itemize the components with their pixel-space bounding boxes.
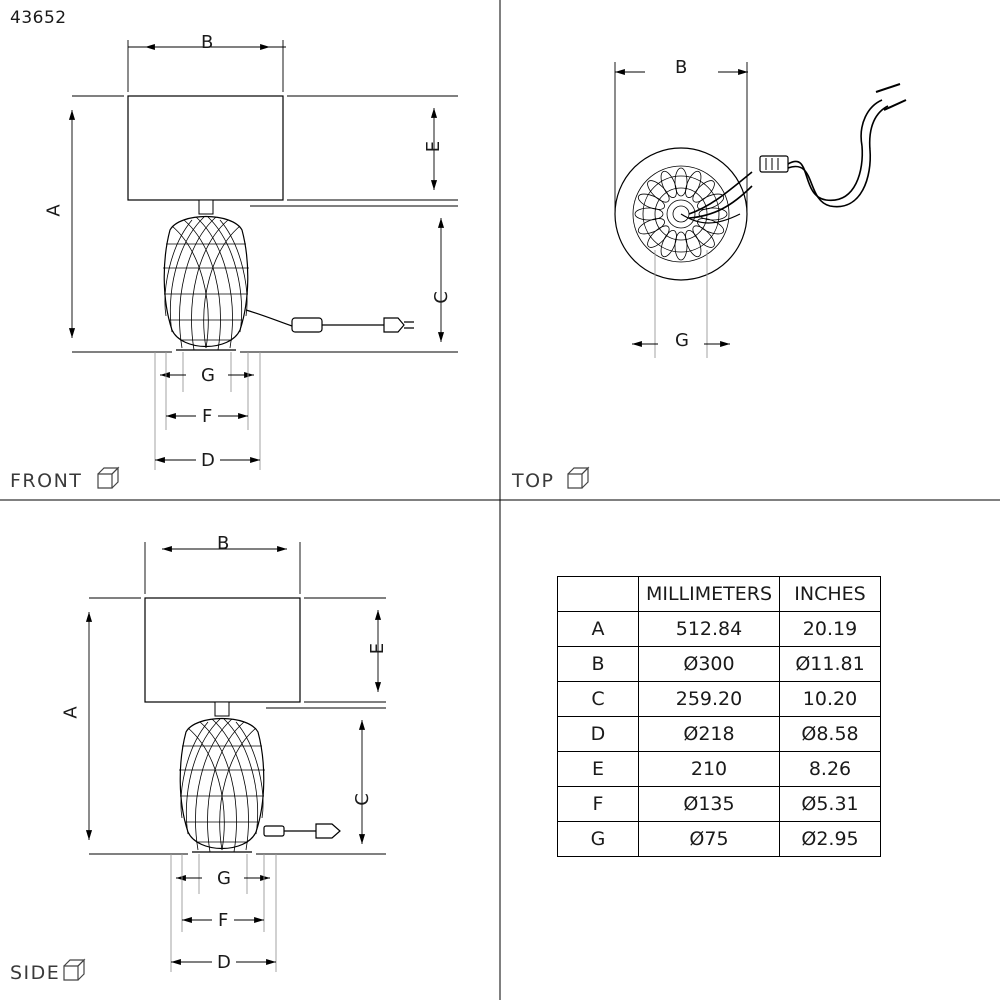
table-cell-key: F bbox=[558, 787, 639, 822]
top-view-geometry bbox=[615, 84, 906, 280]
table-cell-in: 10.20 bbox=[780, 682, 881, 717]
dim-label-front-a: A bbox=[43, 204, 65, 217]
dim-label-side-a: A bbox=[60, 706, 82, 719]
view-cube-icons bbox=[64, 468, 588, 980]
dim-label-front-e: E bbox=[423, 140, 445, 153]
table-cell-mm: Ø75 bbox=[639, 822, 780, 857]
dim-label-top-g: G bbox=[675, 330, 689, 351]
dim-label-side-b: B bbox=[217, 533, 230, 554]
table-cell-mm: Ø218 bbox=[639, 717, 780, 752]
table-cell-mm: Ø135 bbox=[639, 787, 780, 822]
table-cell-key: G bbox=[558, 822, 639, 857]
dim-label-side-g: G bbox=[217, 868, 231, 889]
article-code: 43652 bbox=[10, 8, 67, 28]
table-cell-in: 8.26 bbox=[780, 752, 881, 787]
table-cell-in: Ø2.95 bbox=[780, 822, 881, 857]
dim-label-side-e: E bbox=[367, 642, 389, 655]
dim-label-front-c: C bbox=[430, 291, 452, 304]
dim-label-top-b: B bbox=[675, 57, 688, 78]
table-row bbox=[558, 787, 881, 822]
table-cell-key: C bbox=[558, 682, 639, 717]
table-header-inches: INCHES bbox=[780, 577, 881, 612]
table-cell-key: B bbox=[558, 647, 639, 682]
front-view-geometry bbox=[128, 96, 414, 350]
dim-label-side-d: D bbox=[217, 952, 231, 973]
table-cell-mm: Ø300 bbox=[639, 647, 780, 682]
table-row bbox=[558, 717, 881, 752]
view-label-side: SIDE bbox=[10, 962, 61, 984]
table-row bbox=[558, 752, 881, 787]
table-cell-key: A bbox=[558, 612, 639, 647]
table-cell-key: D bbox=[558, 717, 639, 752]
table-header-blank bbox=[558, 577, 639, 612]
dim-label-front-g: G bbox=[201, 365, 215, 386]
table-row bbox=[558, 822, 881, 857]
dim-label-side-c: C bbox=[351, 793, 373, 806]
table-header-row bbox=[558, 577, 881, 612]
table-cell-mm: 259.20 bbox=[639, 682, 780, 717]
table-cell-mm: 512.84 bbox=[639, 612, 780, 647]
table-cell-in: Ø5.31 bbox=[780, 787, 881, 822]
table-cell-key: E bbox=[558, 752, 639, 787]
dim-label-front-d: D bbox=[201, 450, 215, 471]
dimension-table bbox=[557, 576, 881, 857]
dim-label-side-f: F bbox=[218, 910, 229, 931]
table-cell-in: Ø8.58 bbox=[780, 717, 881, 752]
table-cell-in: 20.19 bbox=[780, 612, 881, 647]
dim-label-front-b: B bbox=[201, 32, 214, 53]
table-header-millimeters: MILLIMETERS bbox=[639, 577, 780, 612]
table-row bbox=[558, 682, 881, 717]
view-label-top: TOP bbox=[512, 470, 555, 492]
table-row bbox=[558, 612, 881, 647]
table-cell-in: Ø11.81 bbox=[780, 647, 881, 682]
view-label-front: FRONT bbox=[10, 470, 83, 492]
side-view-geometry bbox=[145, 598, 340, 852]
table-row bbox=[558, 647, 881, 682]
table-cell-mm: 210 bbox=[639, 752, 780, 787]
dim-label-front-f: F bbox=[202, 406, 213, 427]
